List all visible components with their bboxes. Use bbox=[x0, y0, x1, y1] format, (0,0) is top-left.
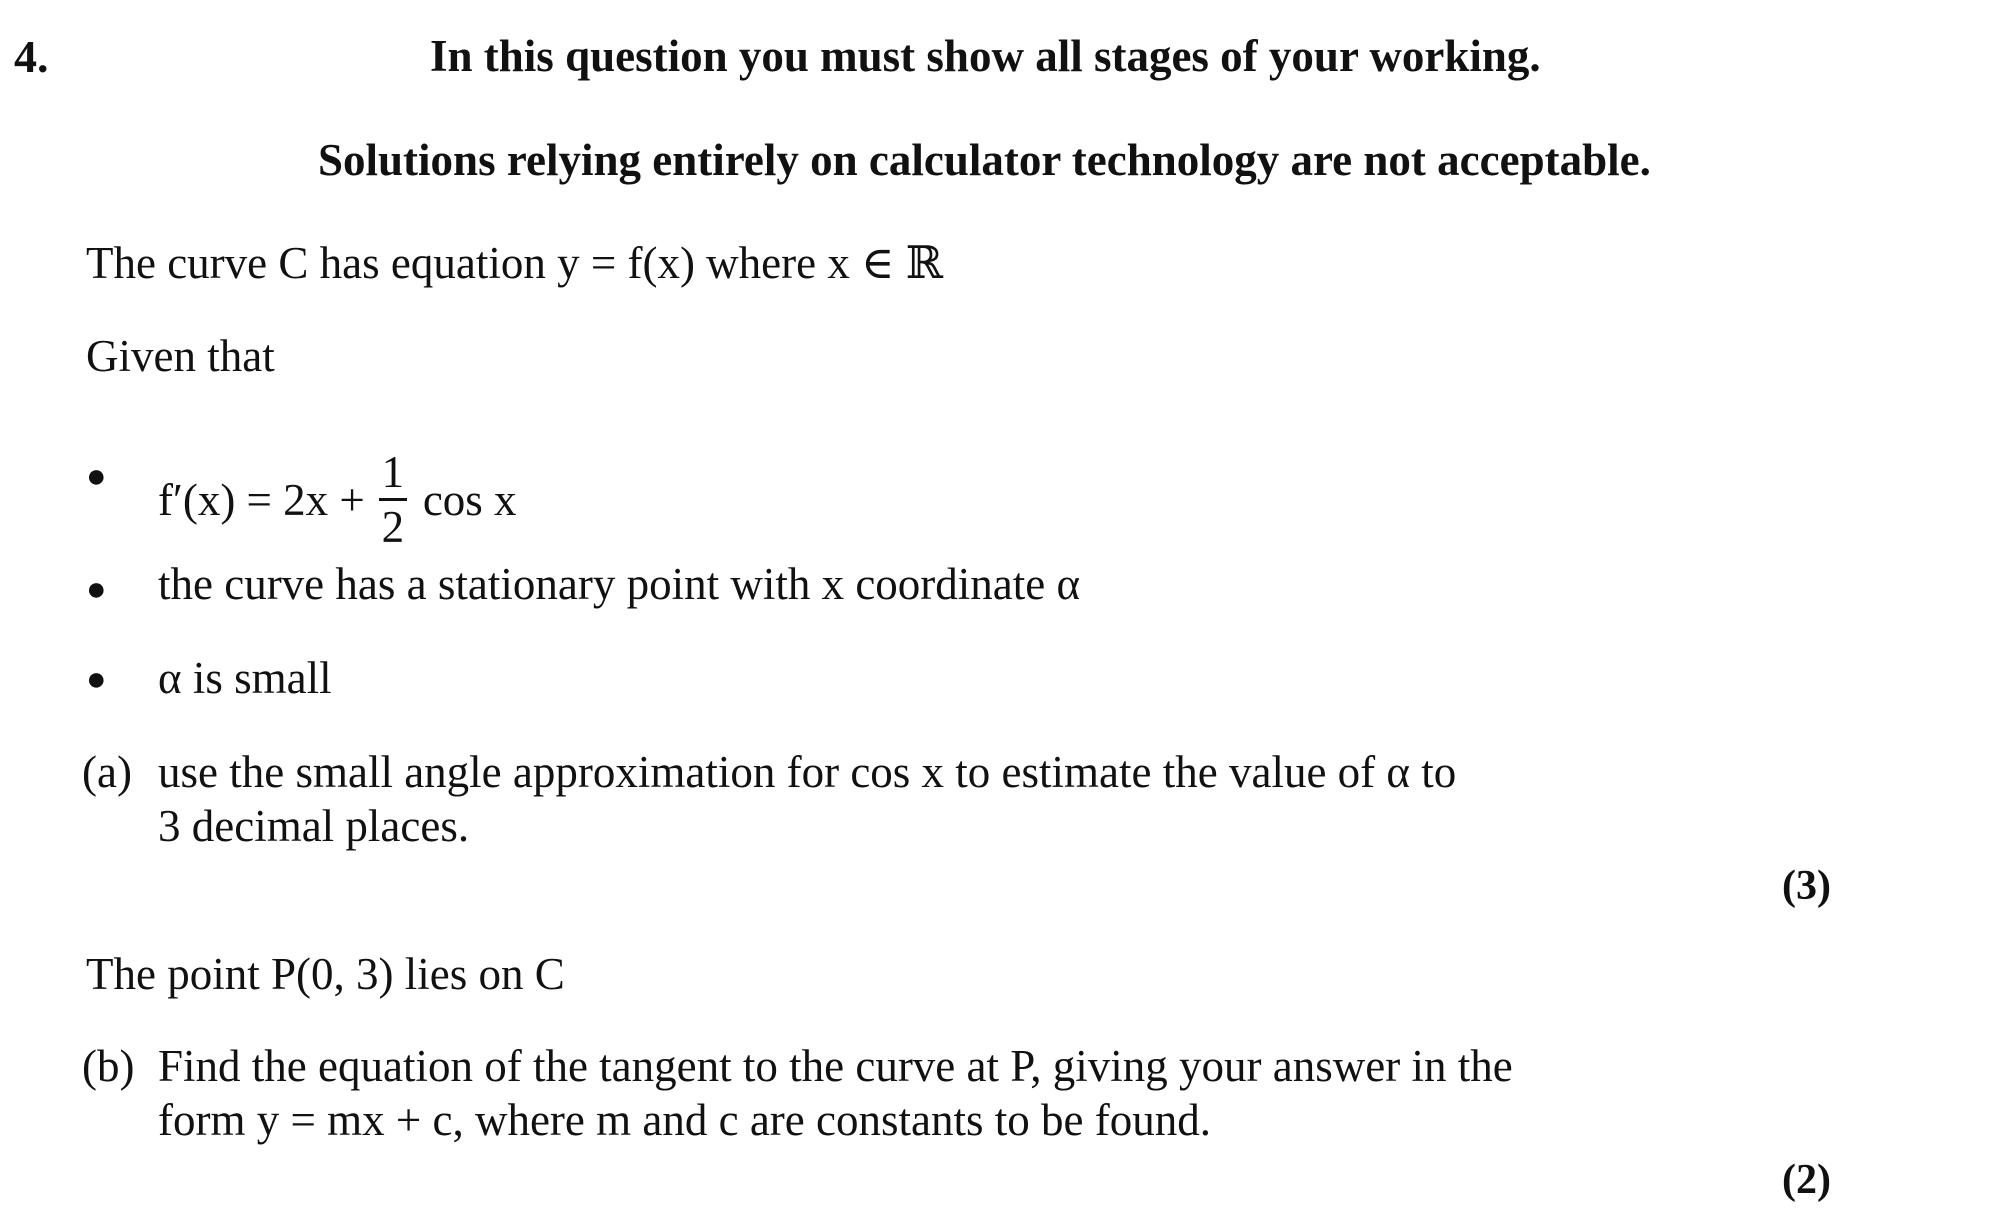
instruction-show-working: In this question you must show all stages of your working. bbox=[430, 31, 1541, 81]
point-statement: The point P(0, 3) lies on C bbox=[86, 949, 565, 999]
bullet-icon: ● bbox=[86, 458, 107, 495]
given-intro: Given that bbox=[86, 331, 275, 381]
bullet-alpha-small: α is small bbox=[158, 653, 332, 703]
part-a-marks: (3) bbox=[1782, 863, 1831, 909]
bullet-icon: ● bbox=[86, 571, 107, 608]
question-number: 4. bbox=[14, 31, 49, 82]
part-b-line-2: form y = mx + c, where m and c are constants to be found. bbox=[158, 1095, 1211, 1145]
derivative-lhs: f′(x) = 2x + bbox=[158, 474, 365, 525]
bullet-derivative bbox=[158, 446, 517, 553]
part-b-marks: (2) bbox=[1782, 1157, 1831, 1203]
derivative-rhs: cos x bbox=[422, 474, 517, 525]
instruction-calculator: Solutions relying entirely on calculator technology are not acceptable. bbox=[318, 135, 1651, 185]
fraction-denominator: 2 bbox=[381, 502, 405, 552]
part-a-line-2: 3 decimal places. bbox=[158, 801, 470, 851]
part-a-line-1: use the small angle approximation for cos x to estimate the value of α to bbox=[158, 747, 1457, 797]
fraction-numerator: 1 bbox=[381, 447, 405, 497]
part-a-label: (a) bbox=[82, 747, 132, 797]
fraction-half bbox=[379, 446, 407, 553]
part-b-label: (b) bbox=[82, 1041, 135, 1091]
bullet-icon: ● bbox=[86, 661, 107, 698]
part-b-line-1: Find the equation of the tangent to the curve at P, giving your answer in the bbox=[158, 1041, 1513, 1091]
bullet-stationary-point: the curve has a stationary point with x coordinate α bbox=[158, 559, 1081, 609]
curve-statement: The curve C has equation y = f(x) where x ∈ ℝ bbox=[86, 238, 944, 288]
